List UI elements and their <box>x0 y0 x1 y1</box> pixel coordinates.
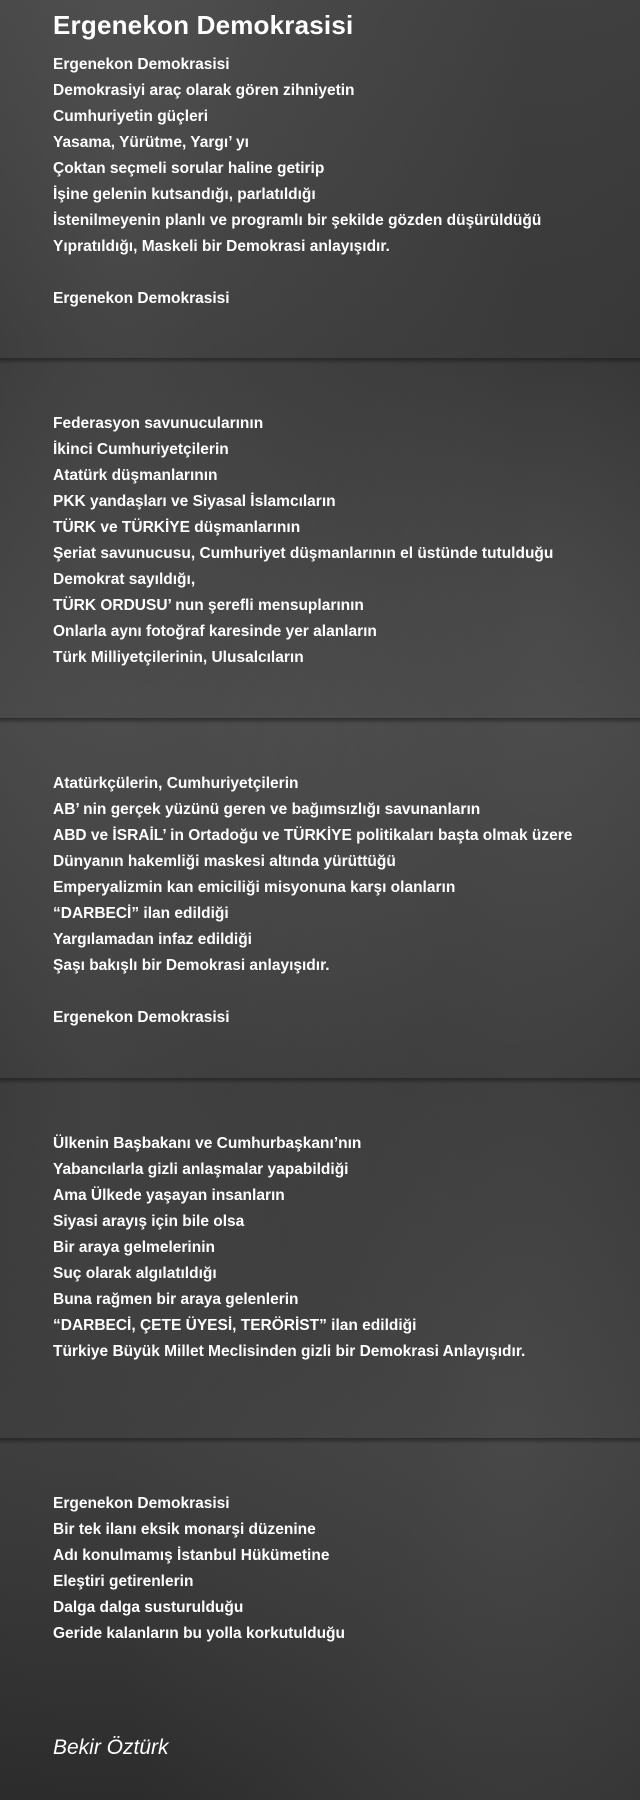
poem-line: Dalga dalga susturulduğu <box>53 1599 244 1616</box>
stanza-5 <box>53 1491 345 1647</box>
poem-line: PKK yandaşları ve Siyasal İslamcıların <box>53 493 336 510</box>
section-divider <box>0 1438 640 1444</box>
poem-line: Dünyanın hakemliği maskesi altında yürüttüğü <box>53 853 396 870</box>
poem-line: “DARBECİ” ilan edildiği <box>53 905 229 922</box>
section-divider <box>0 1078 640 1084</box>
poem-line: Demokrasiyi araç olarak gören zihniyetin <box>53 82 355 99</box>
poem-line: TÜRK ve TÜRKİYE düşmanlarının <box>53 519 301 536</box>
poem-line: İkinci Cumhuriyetçilerin <box>53 441 229 458</box>
author-name: Bekir Öztürk <box>53 1736 169 1759</box>
poem-line: Suç olarak algılatıldığı <box>53 1265 217 1282</box>
poem-line: Ülkenin Başbakanı ve Cumhurbaşkanı’nın <box>53 1135 362 1152</box>
poem-line: Yargılamadan infaz edildiği <box>53 931 252 948</box>
poem-line: Onlarla aynı fotoğraf karesinde yer alanların <box>53 623 377 640</box>
poem-line: Geride kalanların bu yolla korkutulduğu <box>53 1625 345 1642</box>
poem-line: Ama Ülkede yaşayan insanların <box>53 1187 285 1204</box>
section-divider <box>0 718 640 724</box>
poem-line: Eleştiri getirenlerin <box>53 1573 194 1590</box>
stanza-3 <box>53 771 572 1031</box>
poem-line: İşine gelenin kutsandığı, parlatıldığı <box>53 186 316 203</box>
section-divider <box>0 358 640 364</box>
poem-line: Şaşı bakışlı bir Demokrasi anlayışıdır. <box>53 957 330 974</box>
stanza-2 <box>53 411 553 671</box>
poem-line: Ergenekon Demokrasisi <box>53 1495 230 1512</box>
poem-line: Bir tek ilanı eksik monarşi düzenine <box>53 1521 316 1538</box>
poem-line: Federasyon savunucularının <box>53 415 264 432</box>
poem-line: Yabancılarla gizli anlaşmalar yapabildiği <box>53 1161 349 1178</box>
poem-line: “DARBECİ, ÇETE ÜYESİ, TERÖRİST” ilan edildiği <box>53 1317 417 1334</box>
poem-line: Emperyalizmin kan emiciliği misyonuna karşı olanların <box>53 879 456 896</box>
poem-title: Ergenekon Demokrasisi <box>53 10 354 40</box>
poem-line: Atatürk düşmanlarının <box>53 467 218 484</box>
stanza-4 <box>53 1131 525 1365</box>
poem-line: Adı konulmamış İstanbul Hükümetine <box>53 1547 330 1564</box>
poem-line: Atatürkçülerin, Cumhuriyetçilerin <box>53 775 299 792</box>
poem-line: Buna rağmen bir araya gelenlerin <box>53 1291 299 1308</box>
poem-line: Ergenekon Demokrasisi <box>53 1009 230 1026</box>
poem-line: Türk Milliyetçilerinin, Ulusalcıların <box>53 649 304 666</box>
blank-line <box>53 979 572 1005</box>
blank-line <box>53 260 541 286</box>
poem-line: Çoktan seçmeli sorular haline getirip <box>53 160 325 177</box>
poem-line: ABD ve İSRAİL’ in Ortadoğu ve TÜRKİYE politikaları başta olmak üzere <box>53 827 573 844</box>
poem-line: Yasama, Yürütme, Yargı’ yı <box>53 134 249 151</box>
poem-line: Siyasi arayış için bile olsa <box>53 1213 245 1230</box>
poem-line: Bir araya gelmelerinin <box>53 1239 215 1256</box>
poem-line: TÜRK ORDUSU’ nun şerefli mensuplarının <box>53 597 364 614</box>
poem-line: Türkiye Büyük Millet Meclisinden gizli bir Demokrasi Anlayışıdır. <box>53 1343 526 1360</box>
poem-line: Ergenekon Demokrasisi <box>53 290 230 307</box>
poem-line: Yıpratıldığı, Maskeli bir Demokrasi anlayışıdır. <box>53 238 390 255</box>
poem-line: Cumhuriyetin güçleri <box>53 108 209 125</box>
poem-line: Demokrat sayıldığı, <box>53 571 196 588</box>
poem-line: Ergenekon Demokrasisi <box>53 56 230 73</box>
poem-line: Şeriat savunucusu, Cumhuriyet düşmanlarının el üstünde tutulduğu <box>53 545 554 562</box>
poem-line: AB’ nin gerçek yüzünü geren ve bağımsızlığı savunanların <box>53 801 481 818</box>
stanza-1 <box>53 52 541 312</box>
poem-line: İstenilmeyenin planlı ve programlı bir şekilde gözden düşürüldüğü <box>53 212 542 229</box>
